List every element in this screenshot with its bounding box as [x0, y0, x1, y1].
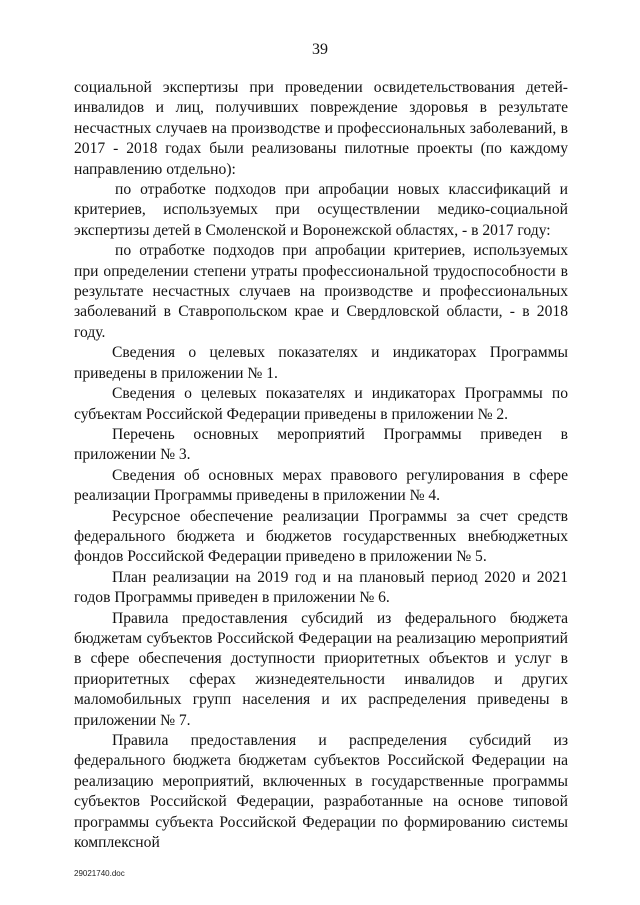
paragraph-appendix-1: Сведения о целевых показателях и индикаторах Программы приведены в приложении № 1.	[74, 344, 568, 382]
list-item-pilot-project-2017: по отработке подходов при апробации новых классификаций и критериев, используемых при осуществлении медико-социальной экспертизы детей в Смоленской и Воронежской областях, - в 2017 году:	[74, 181, 568, 239]
list-item-pilot-project-2018: по отработке подходов при апробации критериев, используемых при определении степени утраты профессиональной трудоспособности в результате несчастных случаев на производстве и профессиональных заболеваний в Ставропольском крае и Свердловской области, - в 2018 году.	[74, 242, 568, 341]
paragraph-appendix-4: Сведения об основных мерах правового регулирования в сфере реализации Программы приведены в приложении № 4.	[74, 466, 568, 505]
paragraph-appendix-7: Правила предоставления субсидий из федерального бюджета бюджетам субъектов Российской Федерации на реализацию мероприятий в сфере обеспечения доступности приоритетных объектов и услуг в приоритетных сферах жизнедеятельности инвалидов и других маломобильных групп населения и их распределения приведены в приложении № 7.	[74, 609, 568, 729]
paragraph-appendix-5: Ресурсное обеспечение реализации Программы за счет средств федерального бюджета и бюджетов государственных внебюджетных фондов Российской Федерации приведено в приложении № 5.	[74, 507, 568, 566]
paragraph-continuation: социальной экспертизы при проведении освидетельствования детей-инвалидов и лиц, получивших повреждение здоровья в результате несчастных случаев на производстве и профессиональных заболеваний, в 2017 - 2018 годах были реализованы пилотные проекты (по каждому направлению отдельно):	[74, 79, 568, 178]
paragraph-appendix-6: План реализации на 2019 год и на плановый период 2020 и 2021 годов Программы приведен в приложении № 6.	[74, 568, 568, 607]
document-file-code: 29021740.doc	[74, 869, 125, 878]
paragraph-subsidy-rules: Правила предоставления и распределения субсидий из федерального бюджета бюджетам субъектов Российской Федерации на реализацию мероприятий, включенных в государственные программы субъектов Российской Федерации, разработанные на основе типовой программы субъекта Российской Федерации по формированию системы комплексной	[74, 732, 568, 852]
page-number: 39	[312, 41, 328, 58]
document-body	[74, 78, 568, 853]
paragraph-appendix-2: Сведения о целевых показателях и индикаторах Программы по субъектам Российской Федерации приведены в приложении № 2.	[74, 385, 568, 423]
paragraph-appendix-3: Перечень основных мероприятий Программы приведен в приложении № 3.	[74, 425, 568, 464]
